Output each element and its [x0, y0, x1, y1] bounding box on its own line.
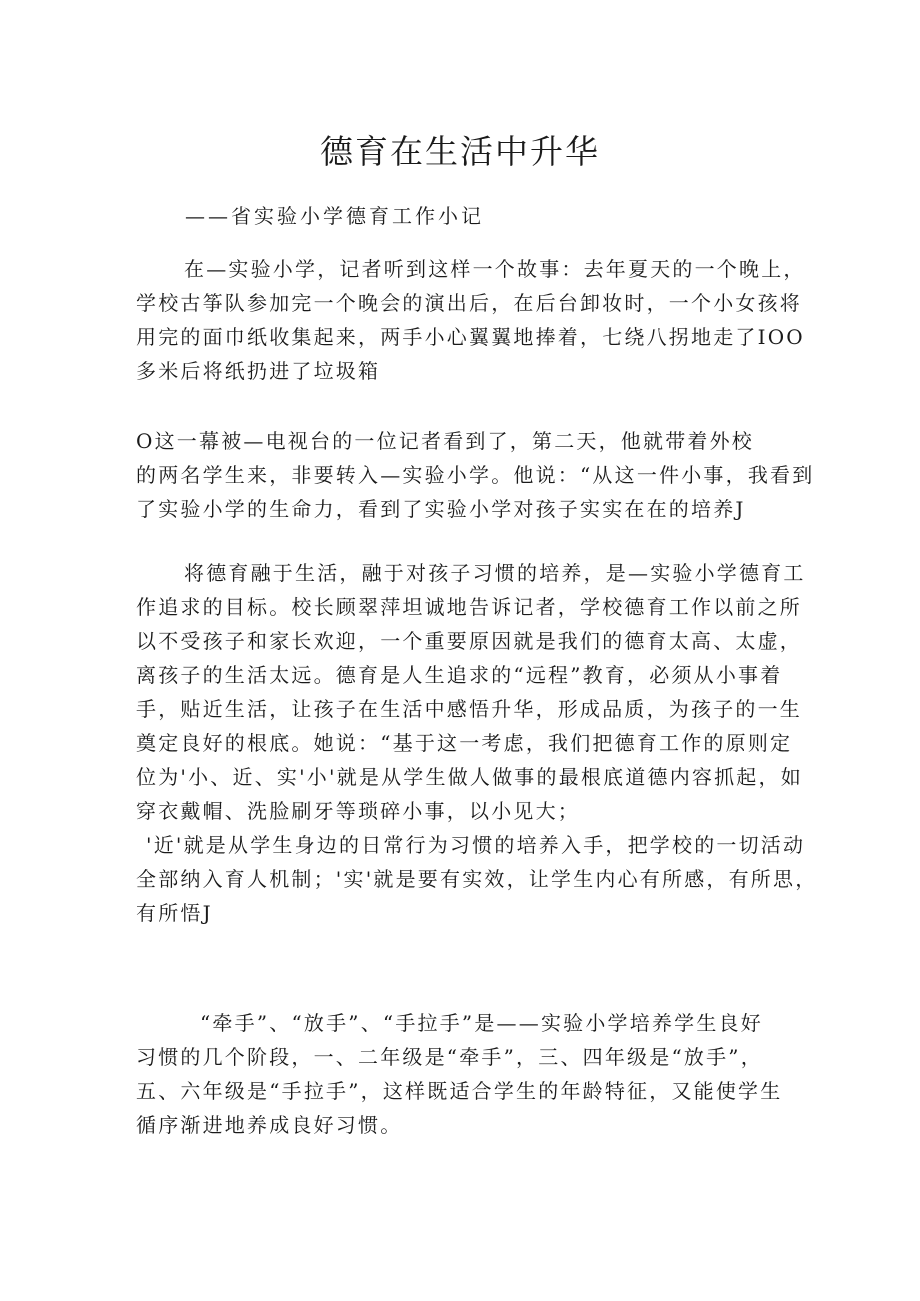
paragraph-line: 用完的面巾纸收集起来，两手小心翼翼地捧着，七绕八拐地走了IOO	[136, 325, 805, 349]
paragraph-line: O这一幕被—电视台的一位记者看到了，第二天，他就带着外校	[136, 429, 754, 453]
paragraph-reporter	[136, 424, 815, 526]
paragraph-line: 五、六年级是“手拉手”，这样既适合学生的年龄特征，又能使学生	[136, 1079, 783, 1103]
paragraph-line: 多米后将纸扔进了垃圾箱	[136, 359, 381, 383]
paragraph-line: 循序渐进地养成良好习惯。	[136, 1113, 403, 1137]
paragraph-line: 将德育融于生活，融于对孩子习惯的培养，是—实验小学德育工	[184, 561, 806, 585]
paragraph-line: 奠定良好的根底。她说：“基于这一考虑，我们把德育工作的原则定	[136, 731, 793, 755]
paragraph-line: '近'就是从学生身边的日常行为习惯的培养入手，把学校的一切活动	[146, 833, 806, 857]
paragraph-line: 有所悟J	[136, 901, 213, 925]
paragraph-story	[136, 252, 806, 388]
paragraph-principle	[136, 556, 818, 930]
paragraph-line: 学校古筝队参加完一个晚会的演出后，在后台卸妆时，一个小女孩将	[136, 291, 802, 315]
document-subtitle: ——省实验小学德育工作小记	[185, 204, 484, 228]
paragraph-line: 习惯的几个阶段，一、二年级是“牵手”，三、四年级是“放手”，	[136, 1045, 763, 1069]
paragraph-line: 以不受孩子和家长欢迎，一个重要原因就是我们的德育太高、太虚，	[136, 629, 802, 653]
document-title: 德育在生活中升华	[320, 132, 600, 171]
paragraph-line: 的两名学生来，非要转入—实验小学。他说：“从这一件小事，我看到	[136, 463, 815, 487]
paragraph-line: 手，贴近生活，让孩子在生活中感悟升华，形成品质，为孩子的一生	[136, 697, 802, 721]
paragraph-line: 作追求的目标。校长顾翠萍坦诚地告诉记者，学校德育工作以前之所	[136, 595, 802, 619]
paragraph-stages	[136, 1006, 796, 1142]
paragraph-line: 穿衣戴帽、洗脸刷牙等琐碎小事，以小见大；	[136, 799, 580, 823]
paragraph-line: “牵手”、“放手”、“手拉手”是——实验小学培养学生良好	[200, 1011, 763, 1035]
paragraph-line: 全部纳入育人机制；'实'就是要有实效，让学生内心有所感，有所思，	[136, 867, 818, 891]
paragraph-line: 位为'小、近、实'小'就是从学生做人做事的最根底道德内容抓起，如	[136, 765, 803, 789]
paragraph-line: 在—实验小学，记者听到这样一个故事：去年夏天的一个晚上，	[184, 257, 806, 281]
paragraph-line: 离孩子的生活太远。德育是人生追求的“远程”教育，必须从小事着	[136, 663, 783, 687]
paragraph-line: 了实验小学的生命力，看到了实验小学对孩子实实在在的培养J	[136, 497, 746, 521]
